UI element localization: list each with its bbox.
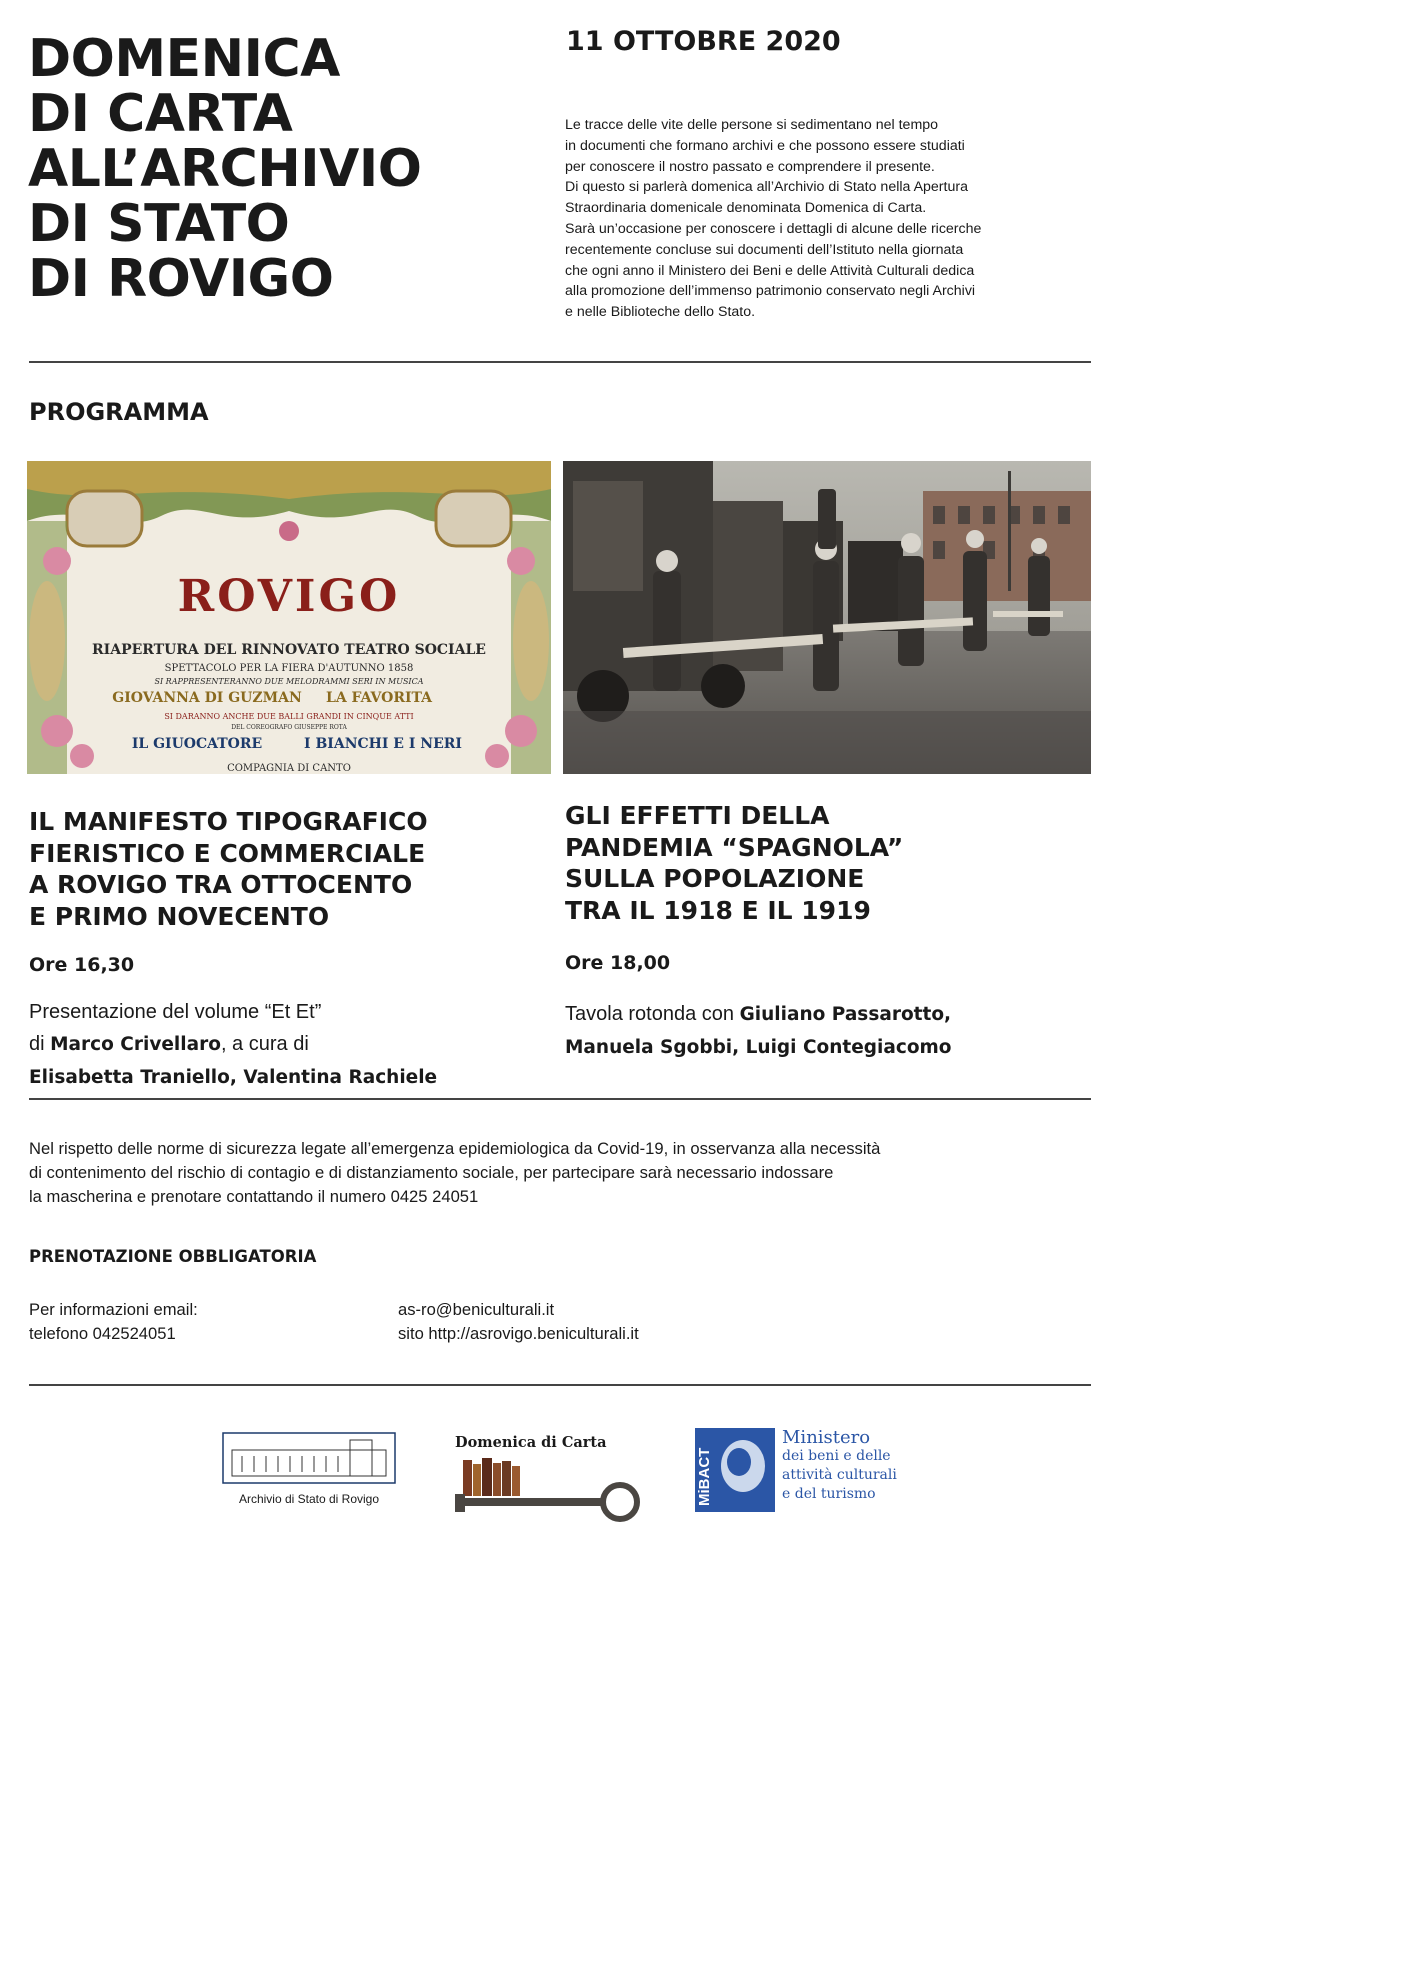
- event1-desc-post: , a cura di: [220, 1033, 309, 1055]
- notice-line: la mascherina e prenotare contattando il numero 0425 24051: [29, 1187, 479, 1206]
- programma-heading: PROGRAMMA: [29, 398, 209, 426]
- event2-title-line: GLI EFFETTI DELLA: [565, 801, 830, 830]
- event1-title-line: A ROVIGO TRA OTTOCENTO: [29, 870, 413, 899]
- covid-notice: [29, 1137, 880, 1209]
- archivio-logo: [222, 1432, 396, 1484]
- intro-line: Di questo si parlerà domenica all’Archivio di Stato nella Apertura: [565, 179, 968, 196]
- notice-line: di contenimento del rischio di contagio e di distanziamento sociale, per partecipare sarà necessario indossare: [29, 1163, 834, 1182]
- poster-city: ROVIGO: [177, 571, 401, 622]
- poster-line: COMPAGNIA DI CANTO: [227, 763, 351, 774]
- poster-ballet: IL GIUOCATORE: [131, 736, 263, 752]
- event1-author: Marco Crivellaro: [50, 1034, 221, 1055]
- contact-values: [398, 1298, 639, 1346]
- theatre-poster-image: [27, 461, 551, 774]
- event2-title: [565, 800, 903, 926]
- event1-title-line: E PRIMO NOVECENTO: [29, 901, 330, 931]
- email-link[interactable]: as-ro@beniculturali.it: [398, 1300, 555, 1319]
- intro-line: Le tracce delle vite delle persone si sedimentano nel tempo: [565, 117, 939, 133]
- poster-line: SPETTACOLO PER LA FIERA D'AUTUNNO 1858: [164, 663, 414, 674]
- ministry-line: dei beni e delle: [782, 1448, 891, 1464]
- ministry-name: [782, 1428, 897, 1504]
- poster-line: SI DARANNO ANCHE DUE BALLI GRANDI IN CINQUE ATTI: [164, 712, 414, 721]
- event2-desc-line: [565, 1031, 952, 1064]
- event1-title: [29, 806, 428, 932]
- booking-required: PRENOTAZIONE OBBLIGATORIA: [29, 1247, 317, 1266]
- intro-line: per conoscere il nostro passato e comprendere il presente.: [565, 158, 935, 175]
- phone-number: telefono 042524051: [29, 1324, 176, 1343]
- title-line: DI ROVIGO: [28, 249, 334, 309]
- event2-time: Ore 18,00: [565, 952, 671, 974]
- intro-paragraph: [565, 115, 1080, 323]
- title-line: ALL’ARCHIVIO: [28, 139, 422, 199]
- intro-line: recentemente concluse sui documenti dell’Istituto nella giornata: [565, 241, 964, 258]
- event2-speakers: Giuliano Passarotto,: [739, 1004, 952, 1025]
- event1-desc-pre: di: [29, 1033, 45, 1055]
- ministry-line: attività culturali: [782, 1467, 897, 1483]
- event2-title-line: TRA IL 1918 E IL 1919: [565, 895, 871, 925]
- intro-line: Sarà un’occasione per conoscere i dettagli di alcune delle ricerche: [565, 220, 982, 237]
- event2-desc-pre: Tavola rotonda con: [565, 1003, 735, 1025]
- ministry-line: e del turismo: [782, 1486, 876, 1502]
- event1-title-line: FIERISTICO E COMMERCIALE: [29, 838, 426, 868]
- event2-speakers: Manuela Sgobbi, Luigi Contegiacomo: [565, 1037, 952, 1058]
- intro-line: e nelle Biblioteche dello Stato.: [565, 304, 756, 321]
- poster-opera: LA FAVORITA: [325, 690, 433, 706]
- contact-labels: [29, 1298, 198, 1346]
- divider: [29, 1098, 1091, 1100]
- poster-line: DEL COREOGRAFO GIUSEPPE ROTA: [231, 724, 347, 731]
- title-line: DOMENICA: [28, 29, 340, 89]
- intro-line: in documenti che formano archivi e che possono essere studiati: [565, 137, 965, 154]
- event2-desc-line: [565, 998, 952, 1031]
- event2-description: [565, 998, 952, 1064]
- divider: [29, 361, 1091, 363]
- event-date: 11 OTTOBRE 2020: [566, 26, 841, 57]
- notice-line: Nel rispetto delle norme di sicurezza legate all’emergenza epidemiologica da Covid-19, in osservanza alla necessità: [29, 1139, 881, 1158]
- poster-line: SI RAPPRESENTERANNO DUE MELODRAMMI SERI IN MUSICA: [154, 677, 424, 686]
- poster-ballet: I BIANCHI E I NERI: [304, 736, 462, 752]
- intro-line: Straordinaria domenicale denominata Domenica di Carta.: [565, 200, 927, 217]
- key-books-icon: [455, 1458, 641, 1533]
- event2-title-line: SULLA POPOLAZIONE: [565, 864, 865, 893]
- domenica-caption: Domenica di Carta: [455, 1434, 607, 1451]
- poster-opera: GIOVANNA DI GUZMAN: [112, 690, 302, 706]
- event1-title-line: IL MANIFESTO TIPOGRAFICO: [29, 807, 428, 836]
- poster-line: RIAPERTURA DEL RINNOVATO TEATRO SOCIALE: [92, 642, 486, 658]
- event1-curators: Elisabetta Traniello, Valentina Rachiele: [29, 1067, 438, 1088]
- event1-description: [29, 996, 437, 1094]
- intro-line: alla promozione dell’immenso patrimonio conservato negli Archivi: [565, 283, 976, 300]
- divider: [29, 1384, 1091, 1386]
- event2-title-line: PANDEMIA “SPAGNOLA”: [565, 832, 904, 862]
- event1-desc-line: [29, 1061, 437, 1094]
- main-title: [28, 29, 422, 309]
- title-line: DI STATO: [28, 194, 290, 254]
- archivio-caption: Archivio di Stato di Rovigo: [238, 1492, 380, 1506]
- site-link[interactable]: sito http://asrovigo.beniculturali.it: [398, 1324, 639, 1343]
- title-line: DI CARTA: [28, 84, 293, 144]
- email-label: Per informazioni email:: [29, 1300, 198, 1319]
- intro-line: che ogni anno il Ministero dei Beni e delle Attività Culturali dedica: [565, 262, 975, 279]
- mibact-logo: [695, 1428, 775, 1512]
- event1-time: Ore 16,30: [29, 954, 135, 976]
- event1-desc-line: [29, 1028, 437, 1061]
- event1-desc-line: Presentazione del volume “Et Et”: [29, 1001, 322, 1023]
- ministry-line: Ministero: [782, 1427, 871, 1448]
- mibact-vertical-text: MiBACT: [696, 1447, 713, 1506]
- nurses-photo-image: [563, 461, 1091, 774]
